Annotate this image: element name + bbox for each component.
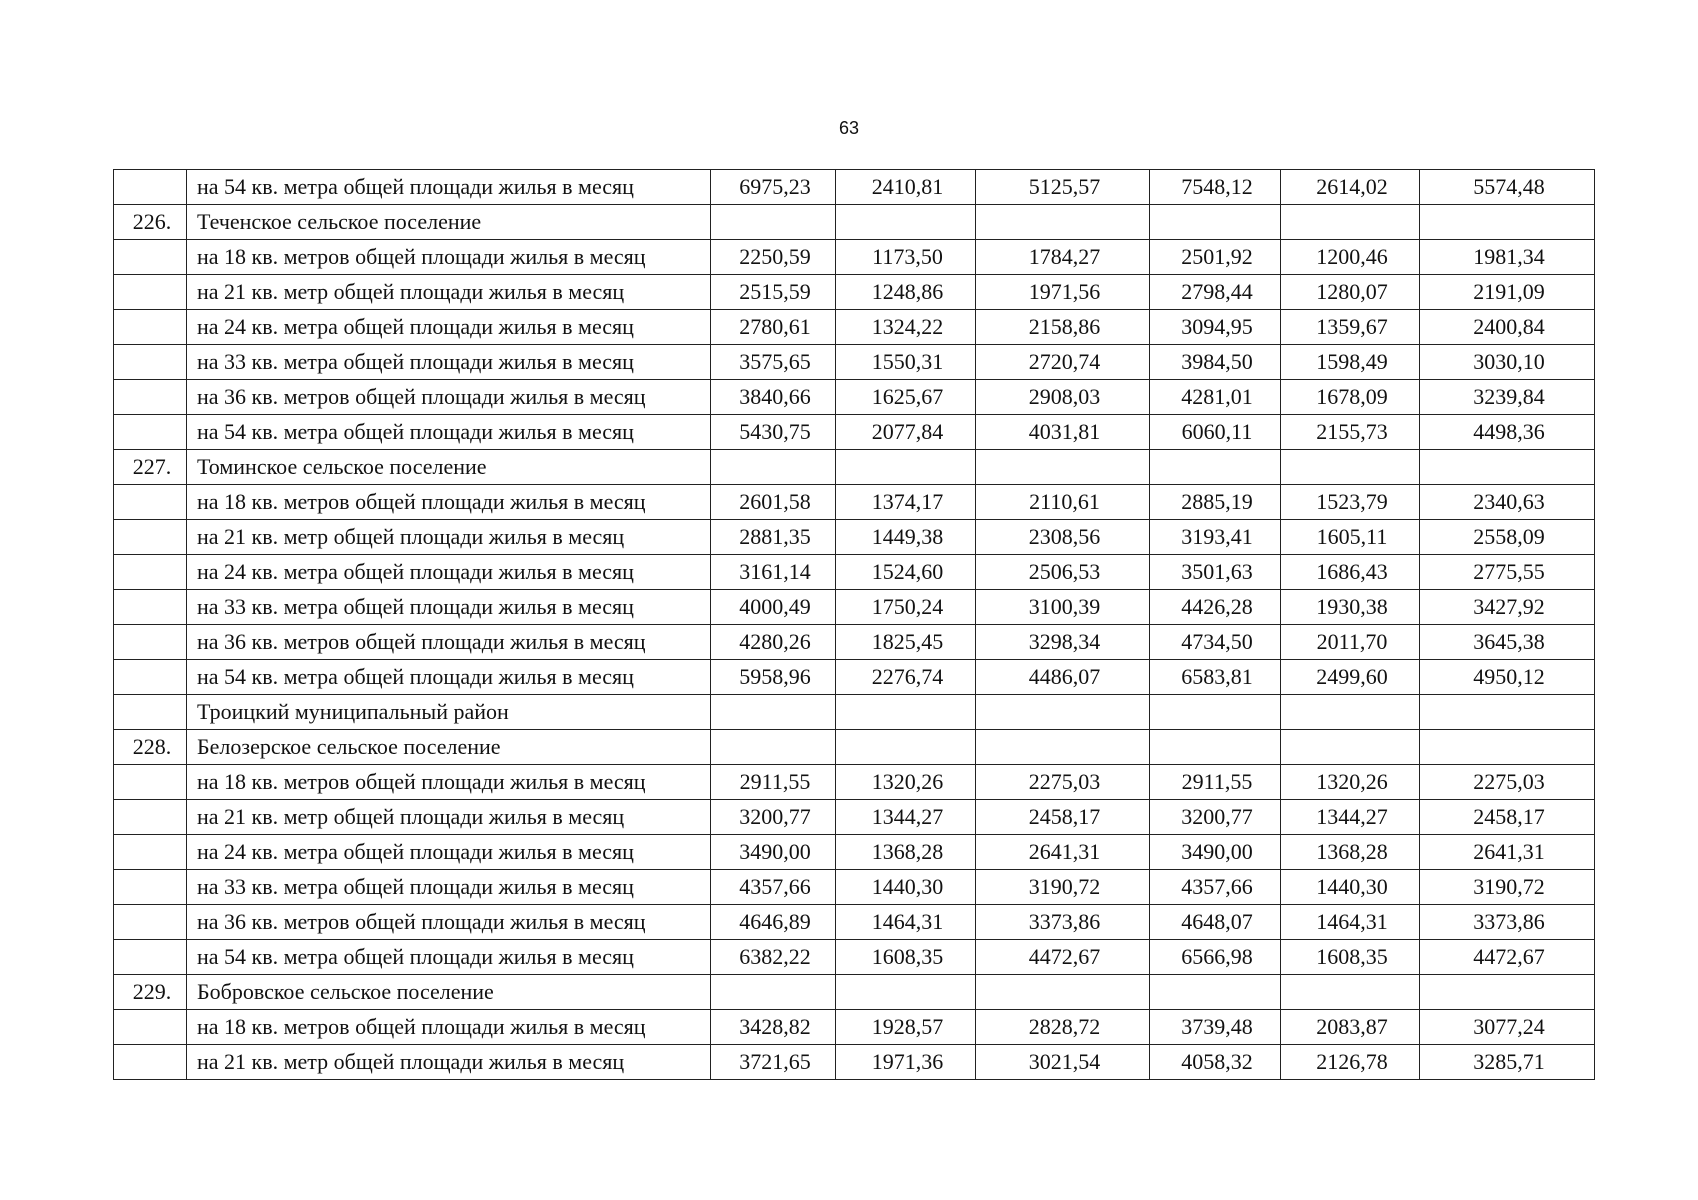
value-cell-4: 2885,19	[1150, 485, 1281, 520]
row-number	[114, 485, 187, 520]
value-cell-4: 7548,12	[1150, 170, 1281, 205]
row-label: на 18 кв. метров общей площади жилья в месяц	[187, 765, 711, 800]
value-cell-2	[836, 730, 976, 765]
value-cell-4	[1150, 730, 1281, 765]
row-number	[114, 905, 187, 940]
value-cell-5: 2614,02	[1281, 170, 1420, 205]
table-row	[114, 835, 1595, 870]
value-cell-3: 4031,81	[976, 415, 1150, 450]
value-cell-1: 3161,14	[711, 555, 836, 590]
row-number	[114, 415, 187, 450]
table-body	[114, 170, 1595, 1080]
value-cell-4: 4426,28	[1150, 590, 1281, 625]
row-number	[114, 625, 187, 660]
value-cell-4: 3200,77	[1150, 800, 1281, 835]
value-cell-1: 5430,75	[711, 415, 836, 450]
row-label: на 24 кв. метра общей площади жилья в месяц	[187, 310, 711, 345]
value-cell-6: 4498,36	[1420, 415, 1595, 450]
value-cell-3: 3373,86	[976, 905, 1150, 940]
value-cell-6	[1420, 205, 1595, 240]
value-cell-4: 3193,41	[1150, 520, 1281, 555]
value-cell-5	[1281, 695, 1420, 730]
value-cell-6: 2275,03	[1420, 765, 1595, 800]
value-cell-2: 1248,86	[836, 275, 976, 310]
table-row	[114, 520, 1595, 555]
value-cell-3	[976, 450, 1150, 485]
value-cell-5: 1598,49	[1281, 345, 1420, 380]
table-row	[114, 240, 1595, 275]
row-number	[114, 940, 187, 975]
table-row	[114, 170, 1595, 205]
row-label: на 36 кв. метров общей площади жилья в месяц	[187, 905, 711, 940]
value-cell-3: 3021,54	[976, 1045, 1150, 1080]
value-cell-6: 3373,86	[1420, 905, 1595, 940]
value-cell-1: 3721,65	[711, 1045, 836, 1080]
row-label: на 21 кв. метр общей площади жилья в месяц	[187, 520, 711, 555]
value-cell-3	[976, 205, 1150, 240]
value-cell-1	[711, 450, 836, 485]
value-cell-5: 1344,27	[1281, 800, 1420, 835]
value-cell-1: 2780,61	[711, 310, 836, 345]
value-cell-2: 1324,22	[836, 310, 976, 345]
value-cell-4: 3739,48	[1150, 1010, 1281, 1045]
value-cell-4: 3094,95	[1150, 310, 1281, 345]
table-row	[114, 765, 1595, 800]
value-cell-1: 2515,59	[711, 275, 836, 310]
row-label: на 24 кв. метра общей площади жилья в месяц	[187, 555, 711, 590]
row-number	[114, 660, 187, 695]
value-cell-6: 2558,09	[1420, 520, 1595, 555]
table-row	[114, 940, 1595, 975]
value-cell-3: 2641,31	[976, 835, 1150, 870]
tariff-table	[113, 169, 1595, 1080]
row-number	[114, 345, 187, 380]
value-cell-5: 1608,35	[1281, 940, 1420, 975]
table-row	[114, 975, 1595, 1010]
value-cell-4: 6566,98	[1150, 940, 1281, 975]
value-cell-2: 1320,26	[836, 765, 976, 800]
row-number	[114, 1045, 187, 1080]
value-cell-2: 1750,24	[836, 590, 976, 625]
table-row	[114, 660, 1595, 695]
value-cell-1: 2601,58	[711, 485, 836, 520]
row-number	[114, 870, 187, 905]
table-row	[114, 590, 1595, 625]
value-cell-2	[836, 975, 976, 1010]
value-cell-2: 1825,45	[836, 625, 976, 660]
value-cell-1	[711, 975, 836, 1010]
table-row	[114, 905, 1595, 940]
value-cell-6: 3030,10	[1420, 345, 1595, 380]
value-cell-4	[1150, 205, 1281, 240]
value-cell-5: 1605,11	[1281, 520, 1420, 555]
row-number: 227.	[114, 450, 187, 485]
value-cell-6: 3239,84	[1420, 380, 1595, 415]
value-cell-2: 1368,28	[836, 835, 976, 870]
value-cell-4: 4281,01	[1150, 380, 1281, 415]
table-row	[114, 695, 1595, 730]
value-cell-6: 2400,84	[1420, 310, 1595, 345]
row-label: Томинское сельское поселение	[187, 450, 711, 485]
value-cell-3: 3100,39	[976, 590, 1150, 625]
value-cell-2: 1625,67	[836, 380, 976, 415]
row-label: Теченское сельское поселение	[187, 205, 711, 240]
value-cell-6: 5574,48	[1420, 170, 1595, 205]
row-number	[114, 555, 187, 590]
table-row	[114, 800, 1595, 835]
value-cell-5: 1200,46	[1281, 240, 1420, 275]
row-number	[114, 590, 187, 625]
value-cell-6: 3645,38	[1420, 625, 1595, 660]
value-cell-2	[836, 450, 976, 485]
table-row	[114, 625, 1595, 660]
value-cell-5: 2126,78	[1281, 1045, 1420, 1080]
value-cell-2	[836, 205, 976, 240]
value-cell-2: 1971,36	[836, 1045, 976, 1080]
value-cell-3: 4486,07	[976, 660, 1150, 695]
value-cell-2: 1608,35	[836, 940, 976, 975]
value-cell-2: 1440,30	[836, 870, 976, 905]
value-cell-3: 3190,72	[976, 870, 1150, 905]
value-cell-3: 2828,72	[976, 1010, 1150, 1045]
value-cell-4: 6583,81	[1150, 660, 1281, 695]
value-cell-3: 2908,03	[976, 380, 1150, 415]
value-cell-6: 1981,34	[1420, 240, 1595, 275]
value-cell-2: 2410,81	[836, 170, 976, 205]
row-number	[114, 835, 187, 870]
value-cell-3	[976, 730, 1150, 765]
value-cell-2: 1524,60	[836, 555, 976, 590]
table-row	[114, 275, 1595, 310]
value-cell-1: 4357,66	[711, 870, 836, 905]
value-cell-5: 1686,43	[1281, 555, 1420, 590]
value-cell-4: 4648,07	[1150, 905, 1281, 940]
row-number	[114, 765, 187, 800]
value-cell-5: 1280,07	[1281, 275, 1420, 310]
row-label: на 21 кв. метр общей площади жилья в месяц	[187, 800, 711, 835]
value-cell-2: 1550,31	[836, 345, 976, 380]
value-cell-5: 1359,67	[1281, 310, 1420, 345]
row-label: на 18 кв. метров общей площади жилья в месяц	[187, 485, 711, 520]
table-row	[114, 205, 1595, 240]
value-cell-4: 3984,50	[1150, 345, 1281, 380]
table-row	[114, 450, 1595, 485]
value-cell-4: 3501,63	[1150, 555, 1281, 590]
value-cell-5: 1464,31	[1281, 905, 1420, 940]
row-label: на 54 кв. метра общей площади жилья в месяц	[187, 660, 711, 695]
value-cell-1: 6382,22	[711, 940, 836, 975]
row-label: на 54 кв. метра общей площади жилья в месяц	[187, 415, 711, 450]
value-cell-1: 3490,00	[711, 835, 836, 870]
value-cell-4: 4058,32	[1150, 1045, 1281, 1080]
value-cell-3: 2158,86	[976, 310, 1150, 345]
row-label: на 33 кв. метра общей площади жилья в месяц	[187, 345, 711, 380]
table-row	[114, 310, 1595, 345]
value-cell-1: 3840,66	[711, 380, 836, 415]
table-row	[114, 1045, 1595, 1080]
value-cell-1: 2250,59	[711, 240, 836, 275]
table-row	[114, 870, 1595, 905]
value-cell-3	[976, 695, 1150, 730]
value-cell-3: 2308,56	[976, 520, 1150, 555]
row-label: на 18 кв. метров общей площади жилья в месяц	[187, 1010, 711, 1045]
value-cell-6: 3427,92	[1420, 590, 1595, 625]
row-label: на 54 кв. метра общей площади жилья в месяц	[187, 940, 711, 975]
value-cell-2: 1449,38	[836, 520, 976, 555]
row-label: на 21 кв. метр общей площади жилья в месяц	[187, 1045, 711, 1080]
value-cell-6: 3077,24	[1420, 1010, 1595, 1045]
value-cell-6: 2458,17	[1420, 800, 1595, 835]
value-cell-2: 1374,17	[836, 485, 976, 520]
value-cell-2: 1344,27	[836, 800, 976, 835]
value-cell-1: 2881,35	[711, 520, 836, 555]
value-cell-3: 5125,57	[976, 170, 1150, 205]
value-cell-5: 2155,73	[1281, 415, 1420, 450]
value-cell-3: 1784,27	[976, 240, 1150, 275]
row-label: на 18 кв. метров общей площади жилья в месяц	[187, 240, 711, 275]
table-row	[114, 1010, 1595, 1045]
value-cell-6: 2340,63	[1420, 485, 1595, 520]
value-cell-6: 3190,72	[1420, 870, 1595, 905]
row-label: Бобровское сельское поселение	[187, 975, 711, 1010]
value-cell-6: 2191,09	[1420, 275, 1595, 310]
value-cell-1: 3575,65	[711, 345, 836, 380]
row-number	[114, 520, 187, 555]
value-cell-3: 1971,56	[976, 275, 1150, 310]
row-label: Белозерское сельское поселение	[187, 730, 711, 765]
value-cell-4	[1150, 975, 1281, 1010]
value-cell-5: 1930,38	[1281, 590, 1420, 625]
row-label: на 21 кв. метр общей площади жилья в месяц	[187, 275, 711, 310]
value-cell-5: 1523,79	[1281, 485, 1420, 520]
row-number: 226.	[114, 205, 187, 240]
value-cell-5: 1678,09	[1281, 380, 1420, 415]
value-cell-1	[711, 205, 836, 240]
table-row	[114, 555, 1595, 590]
value-cell-1: 6975,23	[711, 170, 836, 205]
value-cell-6: 2641,31	[1420, 835, 1595, 870]
value-cell-5	[1281, 205, 1420, 240]
value-cell-6: 4950,12	[1420, 660, 1595, 695]
value-cell-6	[1420, 450, 1595, 485]
row-number	[114, 380, 187, 415]
value-cell-6	[1420, 975, 1595, 1010]
value-cell-6: 4472,67	[1420, 940, 1595, 975]
row-label: Троицкий муниципальный район	[187, 695, 711, 730]
row-number	[114, 240, 187, 275]
value-cell-1	[711, 730, 836, 765]
value-cell-6: 3285,71	[1420, 1045, 1595, 1080]
value-cell-1: 4280,26	[711, 625, 836, 660]
value-cell-3: 4472,67	[976, 940, 1150, 975]
page-number: 63	[838, 118, 860, 138]
table-row	[114, 415, 1595, 450]
value-cell-2: 1928,57	[836, 1010, 976, 1045]
value-cell-4	[1150, 450, 1281, 485]
value-cell-2: 2077,84	[836, 415, 976, 450]
row-label: на 33 кв. метра общей площади жилья в месяц	[187, 870, 711, 905]
value-cell-5: 1440,30	[1281, 870, 1420, 905]
value-cell-5: 2083,87	[1281, 1010, 1420, 1045]
value-cell-3: 2506,53	[976, 555, 1150, 590]
row-label: на 36 кв. метров общей площади жилья в месяц	[187, 380, 711, 415]
value-cell-3: 2110,61	[976, 485, 1150, 520]
row-number	[114, 170, 187, 205]
value-cell-3: 2458,17	[976, 800, 1150, 835]
value-cell-4: 2798,44	[1150, 275, 1281, 310]
value-cell-5	[1281, 730, 1420, 765]
row-number: 228.	[114, 730, 187, 765]
table-row	[114, 380, 1595, 415]
value-cell-5: 2011,70	[1281, 625, 1420, 660]
row-label: на 33 кв. метра общей площади жилья в месяц	[187, 590, 711, 625]
value-cell-4	[1150, 695, 1281, 730]
value-cell-3: 3298,34	[976, 625, 1150, 660]
row-number	[114, 1010, 187, 1045]
value-cell-5: 1368,28	[1281, 835, 1420, 870]
value-cell-2: 2276,74	[836, 660, 976, 695]
value-cell-6: 2775,55	[1420, 555, 1595, 590]
value-cell-4: 4734,50	[1150, 625, 1281, 660]
value-cell-1: 4646,89	[711, 905, 836, 940]
value-cell-1: 5958,96	[711, 660, 836, 695]
value-cell-5: 1320,26	[1281, 765, 1420, 800]
row-number	[114, 310, 187, 345]
value-cell-6	[1420, 730, 1595, 765]
value-cell-1	[711, 695, 836, 730]
table-row	[114, 730, 1595, 765]
value-cell-4: 3490,00	[1150, 835, 1281, 870]
value-cell-5	[1281, 450, 1420, 485]
table-row	[114, 485, 1595, 520]
value-cell-5	[1281, 975, 1420, 1010]
value-cell-1: 4000,49	[711, 590, 836, 625]
row-label: на 54 кв. метра общей площади жилья в месяц	[187, 170, 711, 205]
value-cell-2: 1464,31	[836, 905, 976, 940]
table-row	[114, 345, 1595, 380]
value-cell-2: 1173,50	[836, 240, 976, 275]
value-cell-5: 2499,60	[1281, 660, 1420, 695]
value-cell-6	[1420, 695, 1595, 730]
row-number	[114, 275, 187, 310]
value-cell-2	[836, 695, 976, 730]
row-number	[114, 695, 187, 730]
row-label: на 24 кв. метра общей площади жилья в месяц	[187, 835, 711, 870]
value-cell-4: 2501,92	[1150, 240, 1281, 275]
value-cell-4: 4357,66	[1150, 870, 1281, 905]
value-cell-1: 3428,82	[711, 1010, 836, 1045]
value-cell-1: 2911,55	[711, 765, 836, 800]
row-number	[114, 800, 187, 835]
row-number: 229.	[114, 975, 187, 1010]
value-cell-4: 2911,55	[1150, 765, 1281, 800]
value-cell-4: 6060,11	[1150, 415, 1281, 450]
value-cell-3: 2720,74	[976, 345, 1150, 380]
value-cell-1: 3200,77	[711, 800, 836, 835]
row-label: на 36 кв. метров общей площади жилья в месяц	[187, 625, 711, 660]
value-cell-3	[976, 975, 1150, 1010]
value-cell-3: 2275,03	[976, 765, 1150, 800]
